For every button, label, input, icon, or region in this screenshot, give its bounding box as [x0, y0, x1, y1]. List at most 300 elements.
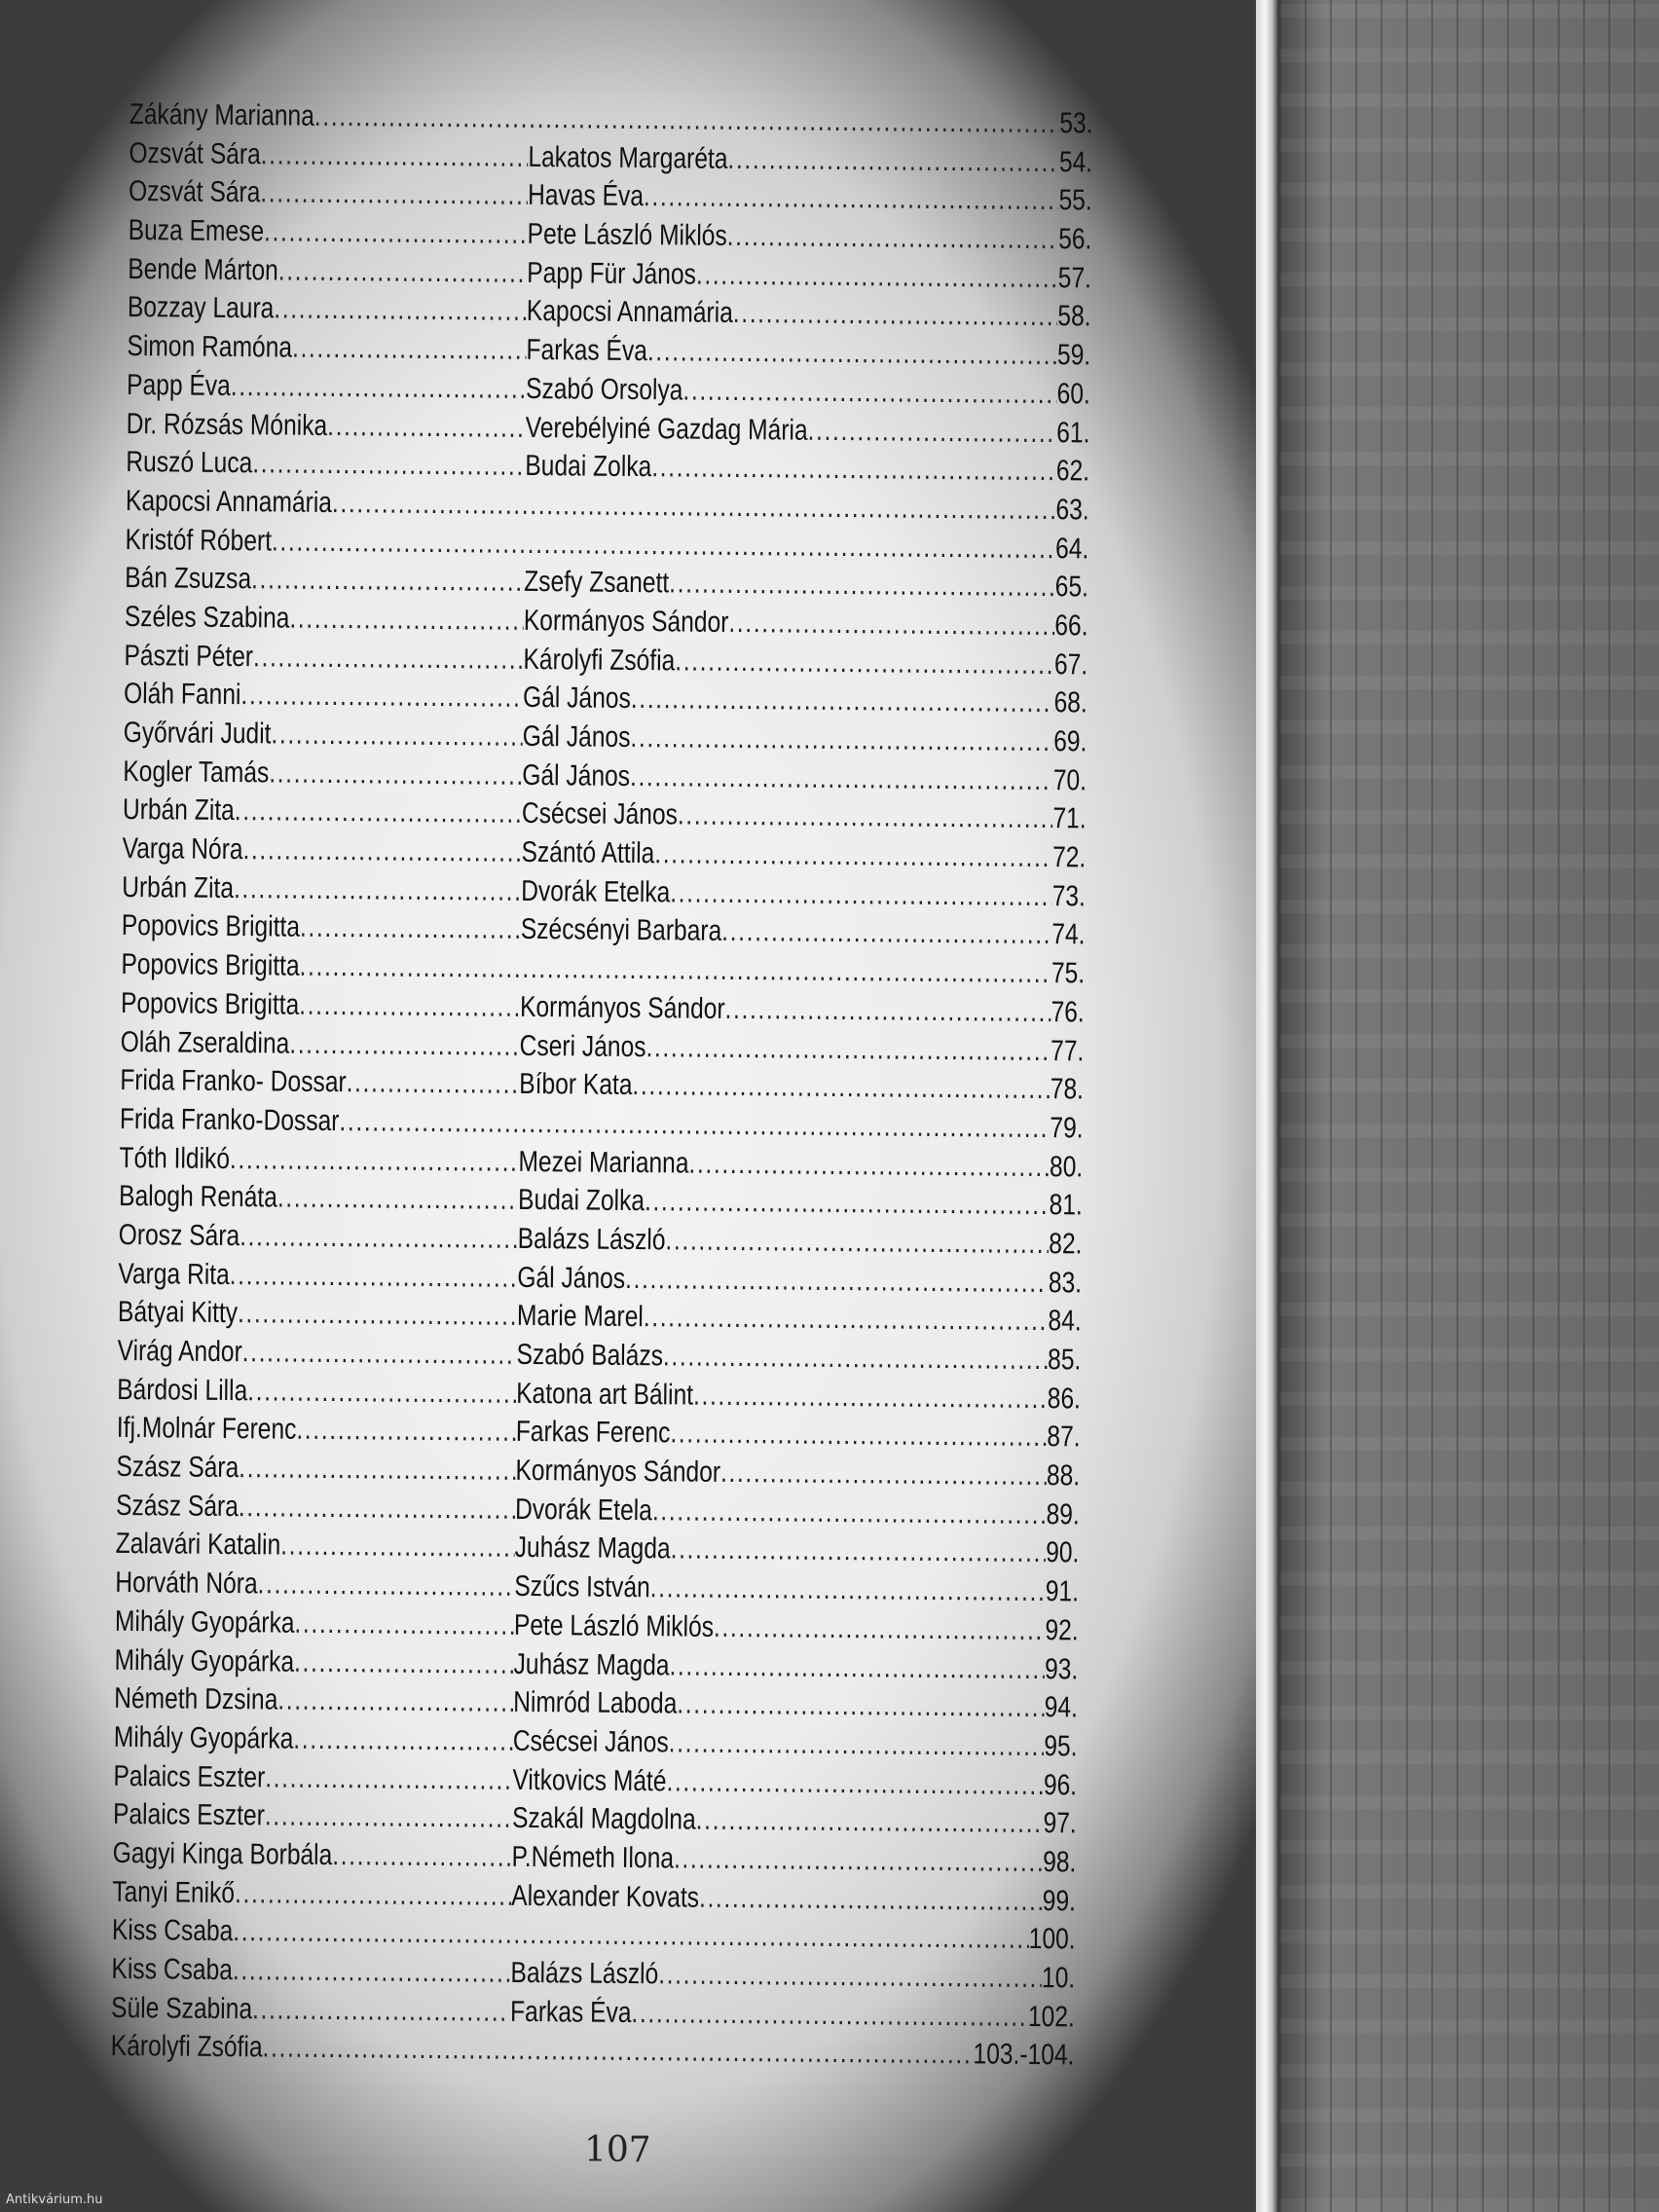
dot-leader: [631, 680, 1054, 722]
entry-author: Mihály Gyopárka: [114, 1643, 295, 1678]
entry-coauthor: Farkas Ferenc: [515, 1416, 671, 1450]
entry-right-cell: [526, 331, 1090, 375]
dot-leader: [650, 1568, 1046, 1611]
entry-author: Popovics Brigitta: [121, 948, 300, 982]
entry-left-cell: [114, 1718, 513, 1761]
dot-leader: [674, 1839, 1043, 1881]
entry-left-cell: [126, 443, 525, 486]
entry-left-cell: [116, 1448, 515, 1491]
entry-page: 72.: [1051, 841, 1087, 874]
entry-author: Bán Zsuzsa: [125, 562, 252, 596]
dot-leader: [278, 251, 528, 292]
entry-left-cell: [117, 1332, 516, 1375]
entry-coauthor: Dvorák Etelka: [521, 874, 671, 909]
dot-leader: [699, 1878, 1043, 1920]
dot-leader: [235, 1874, 512, 1915]
entry-left-cell: [128, 250, 527, 293]
entry-right-cell: [515, 1452, 1080, 1495]
dot-leader: [669, 565, 1055, 608]
entry-right-cell: [518, 1181, 1083, 1225]
dot-leader: [693, 1376, 1048, 1418]
entry-coauthor: Mezei Marianna: [518, 1145, 689, 1180]
entry-page: 78.: [1050, 1073, 1085, 1106]
entry-author: Balogh Renáta: [118, 1180, 278, 1214]
entry-coauthor: Marie Marel: [516, 1300, 645, 1334]
dot-leader: [260, 174, 528, 215]
dot-leader: [252, 444, 525, 485]
entry-left-cell: [120, 1022, 519, 1065]
entry-left-cell: [122, 830, 521, 872]
entry-author: Oláh Fanni: [123, 678, 241, 712]
entry-left-cell: [122, 868, 521, 911]
entry-author: Simon Ramóna: [127, 330, 293, 364]
entry-coauthor: Juhász Magda: [513, 1647, 670, 1681]
entry-coauthor: Vitkovics Máté: [512, 1763, 667, 1797]
dot-leader: [251, 560, 524, 601]
dot-leader: [665, 1221, 1049, 1263]
entry-left-cell: [127, 366, 526, 409]
entry-right-cell: [521, 872, 1086, 916]
entry-author: Tóth Ildikó: [119, 1141, 231, 1175]
entry-page: 57.: [1057, 261, 1092, 295]
entry-left-cell: [128, 211, 527, 254]
entry-coauthor: Kormányos Sándor: [519, 990, 725, 1025]
entry-page: 74.: [1051, 918, 1086, 951]
entry-left-cell: [117, 1409, 516, 1452]
entry-right-cell: [527, 254, 1091, 298]
entry-coauthor: Gál János: [517, 1261, 626, 1295]
entry-page: 69.: [1053, 725, 1088, 758]
entry-coauthor: Lakatos Margaréta: [528, 140, 728, 175]
dot-leader: [332, 1836, 512, 1876]
entry-author: Károlyfi Zsófia: [110, 2030, 263, 2064]
entry-author: Bárdosi Lilla: [117, 1373, 248, 1407]
entry-author: Papp Éva: [126, 368, 231, 402]
dot-leader: [677, 1685, 1045, 1727]
dot-leader: [269, 754, 522, 794]
entry-author: Bozzay Laura: [127, 291, 275, 325]
dot-leader: [688, 1144, 1050, 1186]
dot-leader: [264, 212, 528, 253]
entry-right-cell: [518, 1220, 1083, 1264]
entry-coauthor: Gál János: [522, 758, 631, 793]
entry-left-cell: [112, 1834, 511, 1877]
entry-coauthor: Zsefy Zsanett: [524, 566, 670, 600]
entry-page: 77.: [1050, 1034, 1085, 1067]
dot-leader: [675, 642, 1054, 683]
entry-author: Palaics Eszter: [113, 1759, 266, 1793]
dot-leader: [728, 604, 1054, 645]
dot-leader: [247, 1372, 516, 1413]
entry-right-cell: [527, 292, 1091, 336]
entry-right-cell: [510, 1993, 1075, 2037]
entry-author: Szász Sára: [115, 1489, 240, 1523]
entry-author: Zákány Marianna: [129, 97, 315, 132]
entry-right-cell: [513, 1722, 1078, 1766]
entry-left-cell: [116, 1487, 515, 1530]
entry-author: Oláh Zseraldina: [120, 1025, 290, 1060]
dot-leader: [261, 135, 529, 176]
dot-leader: [670, 1530, 1046, 1572]
dot-leader: [253, 638, 524, 679]
entry-left-cell: [119, 1216, 518, 1259]
entry-coauthor: Szécsényi Barbara: [520, 913, 722, 948]
dot-leader: [678, 796, 1053, 838]
dot-leader: [654, 834, 1052, 877]
entry-coauthor: Kapocsi Annamária: [526, 295, 734, 330]
entry-right-cell: [514, 1606, 1079, 1650]
dot-leader: [274, 290, 527, 331]
entry-coauthor: Alexander Kovats: [511, 1879, 700, 1914]
entry-coauthor: Budai Zolka: [517, 1184, 645, 1218]
entry-page: 53.: [1059, 107, 1093, 140]
entry-left-cell: [118, 1255, 517, 1298]
entry-left-cell: [115, 1564, 514, 1606]
entry-left-cell: [113, 1795, 512, 1838]
dot-leader: [242, 830, 521, 871]
entry-author: Zalavári Katalin: [115, 1528, 281, 1562]
entry-left-cell: [112, 1873, 511, 1916]
entry-page: 92.: [1045, 1613, 1079, 1647]
entry-left-cell: [128, 288, 527, 331]
entry-left-cell: [124, 714, 523, 756]
entry-coauthor: Nimród Laboda: [513, 1686, 678, 1720]
entry-author: Ozsvát Sára: [129, 136, 261, 170]
entry-coauthor: Budai Zolka: [525, 450, 652, 484]
dot-leader: [670, 1415, 1047, 1456]
entry-author: Frida Franko- Dossar: [120, 1064, 347, 1099]
dot-leader: [625, 1260, 1049, 1303]
entry-right-cell: [526, 370, 1090, 414]
entry-coauthor: Farkas Éva: [526, 334, 648, 368]
entry-right-cell: [516, 1375, 1081, 1419]
dot-leader: [242, 1333, 517, 1374]
dot-leader: [733, 294, 1058, 336]
entry-page: 79.: [1050, 1111, 1084, 1145]
entry-author: Gagyi Kinga Borbála: [112, 1836, 333, 1872]
entry-page: 99.: [1042, 1884, 1077, 1918]
dot-leader: [292, 329, 527, 370]
dot-leader: [647, 332, 1057, 375]
entry-page: 81.: [1049, 1189, 1083, 1222]
dot-leader: [346, 1063, 519, 1103]
entry-author: Széles Szabina: [124, 600, 290, 635]
dot-leader: [652, 1492, 1047, 1534]
entry-author: Ifj.Molnár Ferenc: [116, 1412, 297, 1447]
entry-page: 58.: [1057, 300, 1091, 333]
entry-page: 65.: [1054, 571, 1089, 604]
entry-right-cell: [528, 176, 1092, 220]
dot-leader: [233, 1951, 511, 1992]
entry-right-cell: [523, 679, 1088, 722]
dot-leader: [669, 1723, 1045, 1765]
entry-author: Bátyai Kitty: [117, 1296, 239, 1330]
entry-left-cell: [119, 1139, 518, 1182]
dot-leader: [658, 1955, 1042, 1997]
entry-coauthor: Csécsei János: [521, 797, 679, 831]
entry-page: 98.: [1042, 1846, 1077, 1879]
entry-page: 64.: [1054, 532, 1089, 566]
entry-right-cell: [514, 1567, 1079, 1611]
page-number: 107: [584, 2130, 651, 2170]
entry-coauthor: Kormányos Sándor: [515, 1454, 721, 1489]
entry-coauthor: Szántó Attila: [521, 835, 655, 870]
entry-coauthor: Cseri János: [519, 1029, 646, 1063]
entry-page: 66.: [1054, 609, 1088, 643]
entry-left-cell: [122, 906, 521, 949]
dot-leader: [339, 1102, 1050, 1148]
dot-leader: [666, 1762, 1044, 1804]
dot-leader: [630, 719, 1053, 761]
dot-leader: [644, 1298, 1049, 1341]
entry-right-cell: [525, 447, 1089, 491]
entry-author: Süle Szabina: [110, 1991, 253, 2025]
entry-page: 90.: [1046, 1536, 1080, 1569]
entry-coauthor: Szabó Orsolya: [525, 372, 683, 407]
entry-coauthor: Bíbor Kata: [519, 1068, 633, 1102]
entry-coauthor: Gál János: [522, 682, 631, 716]
entry-right-cell: [527, 215, 1091, 259]
entry-page: 95.: [1044, 1729, 1078, 1763]
dot-leader: [644, 177, 1059, 220]
entry-coauthor: Pete László Miklós: [513, 1608, 715, 1643]
entry-author: Virág Andor: [117, 1334, 242, 1369]
dot-leader: [277, 1681, 513, 1722]
entry-left-cell: [123, 753, 522, 795]
entry-page: 55.: [1058, 184, 1092, 217]
entry-page: 62.: [1055, 455, 1090, 488]
entry-page: 103.-104.: [973, 2038, 1075, 2072]
dot-leader: [280, 1527, 515, 1567]
entry-coauthor: Verebélyiné Gazdag Mária: [525, 411, 808, 447]
entry-author: Frida Franko-Dossar: [119, 1102, 340, 1137]
entry-page: 87.: [1047, 1420, 1081, 1454]
entry-author: Popovics Brigitta: [121, 909, 301, 944]
entry-coauthor: Kormányos Sándor: [523, 604, 729, 639]
entry-author: Tanyi Enikő: [112, 1875, 236, 1909]
dot-leader: [265, 1797, 513, 1838]
dot-leader: [231, 367, 527, 409]
entry-coauthor: Csécsei János: [512, 1724, 669, 1759]
entry-right-cell: [522, 794, 1087, 838]
dot-leader: [645, 1182, 1050, 1225]
entry-page: 97.: [1043, 1807, 1077, 1840]
dot-leader: [651, 448, 1056, 491]
entry-coauthor: Szabó Balázs: [516, 1338, 664, 1373]
entry-page: 82.: [1049, 1228, 1083, 1261]
dot-leader: [631, 1994, 1028, 2037]
entry-coauthor: Szűcs István: [514, 1569, 650, 1604]
entry-author: Orosz Sára: [118, 1218, 240, 1253]
entry-author: Urbán Zita: [122, 870, 235, 904]
entry-coauthor: Farkas Éva: [509, 1995, 632, 2029]
entry-author: Kristóf Róbert: [125, 523, 273, 557]
entry-author: Popovics Brigitta: [120, 986, 300, 1021]
entry-coauthor: Juhász Magda: [514, 1531, 671, 1566]
entry-right-cell: [516, 1336, 1081, 1380]
dot-leader: [257, 1565, 514, 1605]
entry-left-cell: [124, 637, 523, 680]
entry-author: Palaics Eszter: [112, 1798, 266, 1832]
entry-right-cell: [516, 1413, 1081, 1456]
entry-left-cell: [116, 1525, 515, 1567]
entry-left-cell: [123, 791, 522, 833]
dot-leader: [327, 406, 526, 447]
entry-page: 83.: [1048, 1266, 1083, 1300]
dot-leader: [265, 1758, 513, 1799]
entry-right-cell: [518, 1142, 1083, 1186]
entry-author: Ozsvát Sára: [128, 175, 261, 209]
entry-author: Németh Dzsina: [114, 1682, 278, 1716]
entry-page: 80.: [1049, 1150, 1084, 1184]
entry-page: 100.: [1028, 1923, 1076, 1956]
dot-leader: [299, 986, 520, 1027]
entry-right-cell: [519, 1065, 1084, 1109]
entry-page: 88.: [1046, 1459, 1081, 1493]
watermark: Antikvárium.hu: [6, 2193, 103, 2207]
entry-author: Szász Sára: [116, 1450, 240, 1485]
entry-author: Dr. Rózsás Mónika: [126, 407, 328, 442]
entry-right-cell: [511, 1876, 1076, 1920]
dot-leader: [294, 1604, 514, 1645]
entry-right-cell: [519, 1026, 1084, 1070]
entry-coauthor: Havas Éva: [527, 179, 645, 213]
table-of-contents: [111, 95, 1093, 2075]
dot-leader: [252, 1990, 510, 2031]
entry-page: 67.: [1053, 647, 1088, 682]
entry-page: 76.: [1051, 995, 1085, 1029]
entry-left-cell: [114, 1641, 513, 1683]
entry-left-cell: [127, 327, 526, 370]
entry-author: Varga Rita: [118, 1257, 230, 1291]
entry-author: Mihály Gyopárka: [114, 1604, 295, 1640]
entry-right-cell: [524, 602, 1088, 645]
entry-left-cell: [125, 598, 524, 641]
entry-left-cell: [111, 1989, 510, 2032]
entry-author: Buza Emese: [128, 214, 265, 248]
dot-leader: [724, 990, 1051, 1032]
dot-leader: [262, 2029, 973, 2075]
entry-left-cell: [125, 559, 524, 602]
entry-page: 68.: [1053, 686, 1088, 719]
entry-coauthor: Katona art Bálint: [516, 1377, 694, 1412]
entry-page: 59.: [1056, 339, 1091, 372]
entry-right-cell: [526, 408, 1090, 452]
entry-page: 56.: [1057, 223, 1092, 256]
dot-leader: [630, 757, 1053, 800]
entry-coauthor: Balázs László: [510, 1956, 659, 1991]
entry-author: Mihály Gyopárka: [113, 1720, 294, 1755]
entry-page: 70.: [1052, 763, 1088, 797]
entry-coauthor: Károlyfi Zsófia: [523, 643, 676, 678]
entry-author: Kiss Csaba: [111, 1914, 234, 1948]
entry-left-cell: [118, 1293, 517, 1336]
entry-right-cell: [528, 138, 1092, 182]
entry-page: 85.: [1047, 1344, 1082, 1377]
entry-right-cell: [513, 1644, 1078, 1688]
entry-page: 71.: [1052, 802, 1087, 835]
entry-right-cell: [515, 1491, 1080, 1534]
entry-author: Győrvári Judit: [123, 716, 272, 751]
dot-leader: [239, 1488, 516, 1529]
entry-left-cell: [129, 134, 528, 177]
entry-page: 73.: [1051, 879, 1087, 913]
dot-leader: [277, 1179, 519, 1220]
entry-left-cell: [114, 1679, 513, 1722]
entry-right-cell: [517, 1259, 1082, 1303]
entry-right-cell: [511, 1838, 1076, 1882]
dot-leader: [296, 1411, 516, 1452]
entry-page: 91.: [1045, 1575, 1080, 1608]
entry-left-cell: [120, 1061, 519, 1104]
entry-page: 93.: [1044, 1652, 1079, 1685]
entry-author: Ruszó Luca: [126, 446, 253, 480]
entry-right-cell: [521, 833, 1086, 877]
entry-left-cell: [115, 1603, 514, 1645]
dot-leader: [293, 1720, 513, 1761]
entry-coauthor: Balázs László: [517, 1222, 666, 1257]
entry-author: Kiss Csaba: [111, 1952, 234, 1987]
entry-left-cell: [129, 172, 528, 215]
entry-right-cell: [510, 1954, 1075, 1998]
entry-left-cell: [111, 1950, 510, 1993]
dot-leader: [714, 1608, 1046, 1650]
entry-left-cell: [113, 1756, 512, 1799]
dot-leader: [294, 1642, 514, 1683]
dot-leader: [238, 1294, 517, 1335]
entry-left-cell: [117, 1371, 516, 1414]
entry-right-cell: [521, 910, 1086, 954]
entry-right-cell: [515, 1529, 1080, 1572]
entry-right-cell: [524, 563, 1088, 607]
entry-author: Urbán Zita: [122, 793, 235, 828]
book-cover: [1279, 0, 1659, 2212]
dot-leader: [645, 1028, 1051, 1071]
dot-leader: [682, 371, 1057, 413]
dot-leader: [235, 792, 523, 833]
dot-leader: [670, 873, 1052, 915]
entry-coauthor: Pete László Miklós: [527, 217, 727, 252]
entry-page: 75.: [1051, 957, 1086, 990]
dot-leader: [632, 1066, 1051, 1109]
entry-coauthor: Dvorák Etela: [514, 1493, 653, 1527]
dot-leader: [234, 869, 522, 911]
entry-coauthor: P.Németh Ilona: [511, 1840, 675, 1875]
entry-author: Bende Márton: [128, 252, 278, 287]
entry-left-cell: [124, 675, 523, 718]
entry-author: Kapocsi Annamária: [125, 484, 333, 519]
entry-author: Varga Nóra: [122, 832, 243, 866]
entry-right-cell: [517, 1297, 1082, 1341]
entry-page: 102.: [1027, 2000, 1075, 2034]
entry-right-cell: [512, 1760, 1077, 1804]
dot-leader: [727, 217, 1059, 259]
dot-leader: [240, 1217, 518, 1258]
entry-coauthor: Szakál Magdolna: [511, 1802, 696, 1836]
entry-author: Pászti Péter: [124, 639, 254, 673]
entry-coauthor: Gál János: [522, 719, 631, 754]
dot-leader: [240, 676, 523, 717]
dot-leader: [696, 255, 1058, 297]
entry-page: 61.: [1056, 416, 1090, 449]
entry-page: 96.: [1043, 1768, 1078, 1801]
dot-leader: [230, 1256, 518, 1298]
entry-page: 89.: [1046, 1497, 1080, 1531]
entry-page: 84.: [1048, 1305, 1082, 1338]
entry-left-cell: [127, 404, 526, 447]
dot-leader: [239, 1449, 516, 1490]
entry-author: Horváth Nóra: [115, 1567, 258, 1601]
